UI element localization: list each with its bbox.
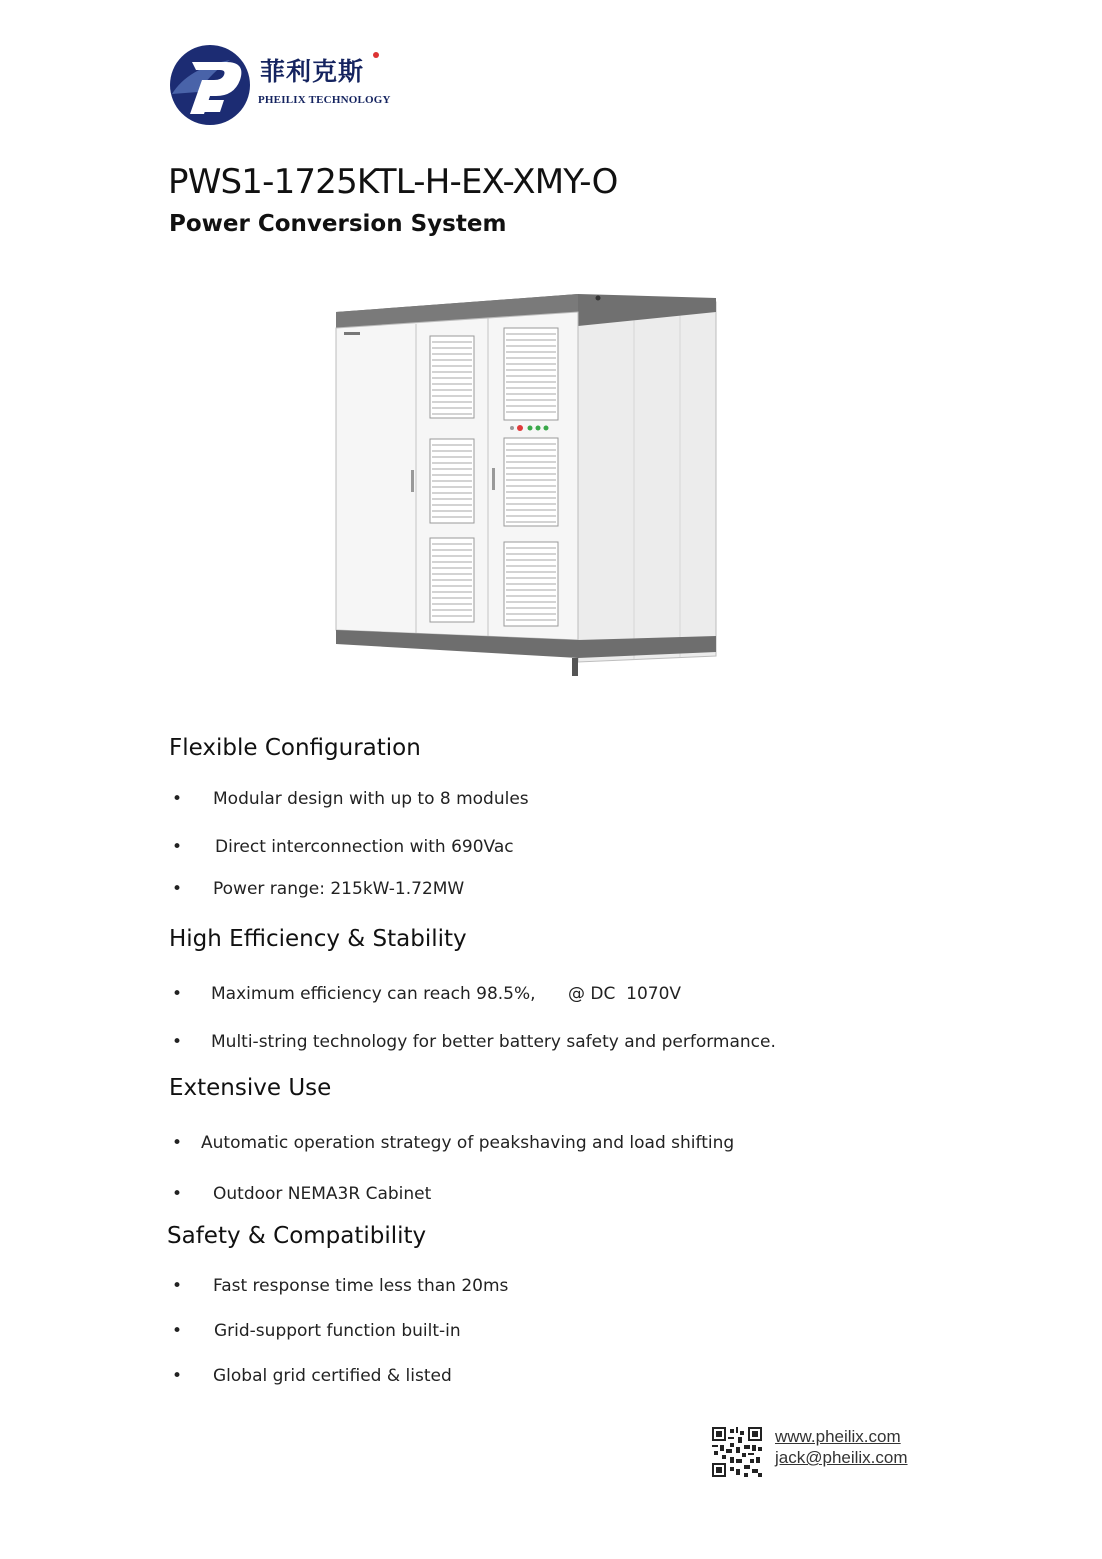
- logo-mark-icon: [168, 42, 254, 128]
- qr-code-icon: [712, 1427, 762, 1477]
- section-heading: Extensive Use: [169, 1075, 332, 1101]
- list-item: Modular design with up to 8 modules: [213, 789, 529, 809]
- section-heading: Safety & Compatibility: [167, 1223, 427, 1249]
- list-item: Automatic operation strategy of peakshaving and load shifting: [201, 1133, 735, 1153]
- bullet: •: [172, 1032, 183, 1052]
- section-heading: High Efficiency & Stability: [169, 926, 467, 952]
- brand-name-cn: 菲利克斯: [260, 57, 365, 86]
- list-item: Global grid certified & listed: [213, 1366, 452, 1386]
- list-item: Fast response time less than 20ms: [213, 1276, 509, 1296]
- bullet: •: [172, 837, 183, 857]
- bullet: •: [172, 1366, 183, 1386]
- bullet: •: [172, 984, 183, 1004]
- bullet: •: [172, 1184, 183, 1204]
- registered-mark: [373, 52, 379, 58]
- cabinet-image: [334, 284, 718, 676]
- company-logo: [168, 42, 398, 130]
- list-item: Outdoor NEMA3R Cabinet: [213, 1184, 432, 1204]
- email-link[interactable]: jack@pheilix.com: [775, 1448, 908, 1467]
- bullet: •: [172, 1321, 183, 1341]
- bullet: •: [172, 1133, 183, 1153]
- bullet: •: [172, 789, 183, 809]
- list-item: Direct interconnection with 690Vac: [215, 837, 514, 857]
- list-item: Power range: 215kW-1.72MW: [213, 879, 465, 899]
- brand-name-en: PHEILIX TECHNOLOGY: [258, 94, 391, 106]
- product-model: PWS1-1725KTL-H-EX-XMY-O: [168, 162, 618, 202]
- website-link[interactable]: www.pheilix.com: [775, 1427, 901, 1446]
- bullet: •: [172, 879, 183, 899]
- list-item: Grid-support function built-in: [214, 1321, 461, 1341]
- product-subtitle: Power Conversion System: [169, 211, 507, 237]
- section-heading: Flexible Configuration: [169, 735, 421, 761]
- list-item: Maximum efficiency can reach 98.5%, @ DC 1070V: [211, 984, 682, 1004]
- bullet: •: [172, 1276, 183, 1296]
- list-item: Multi-string technology for better battery safety and performance.: [211, 1032, 776, 1052]
